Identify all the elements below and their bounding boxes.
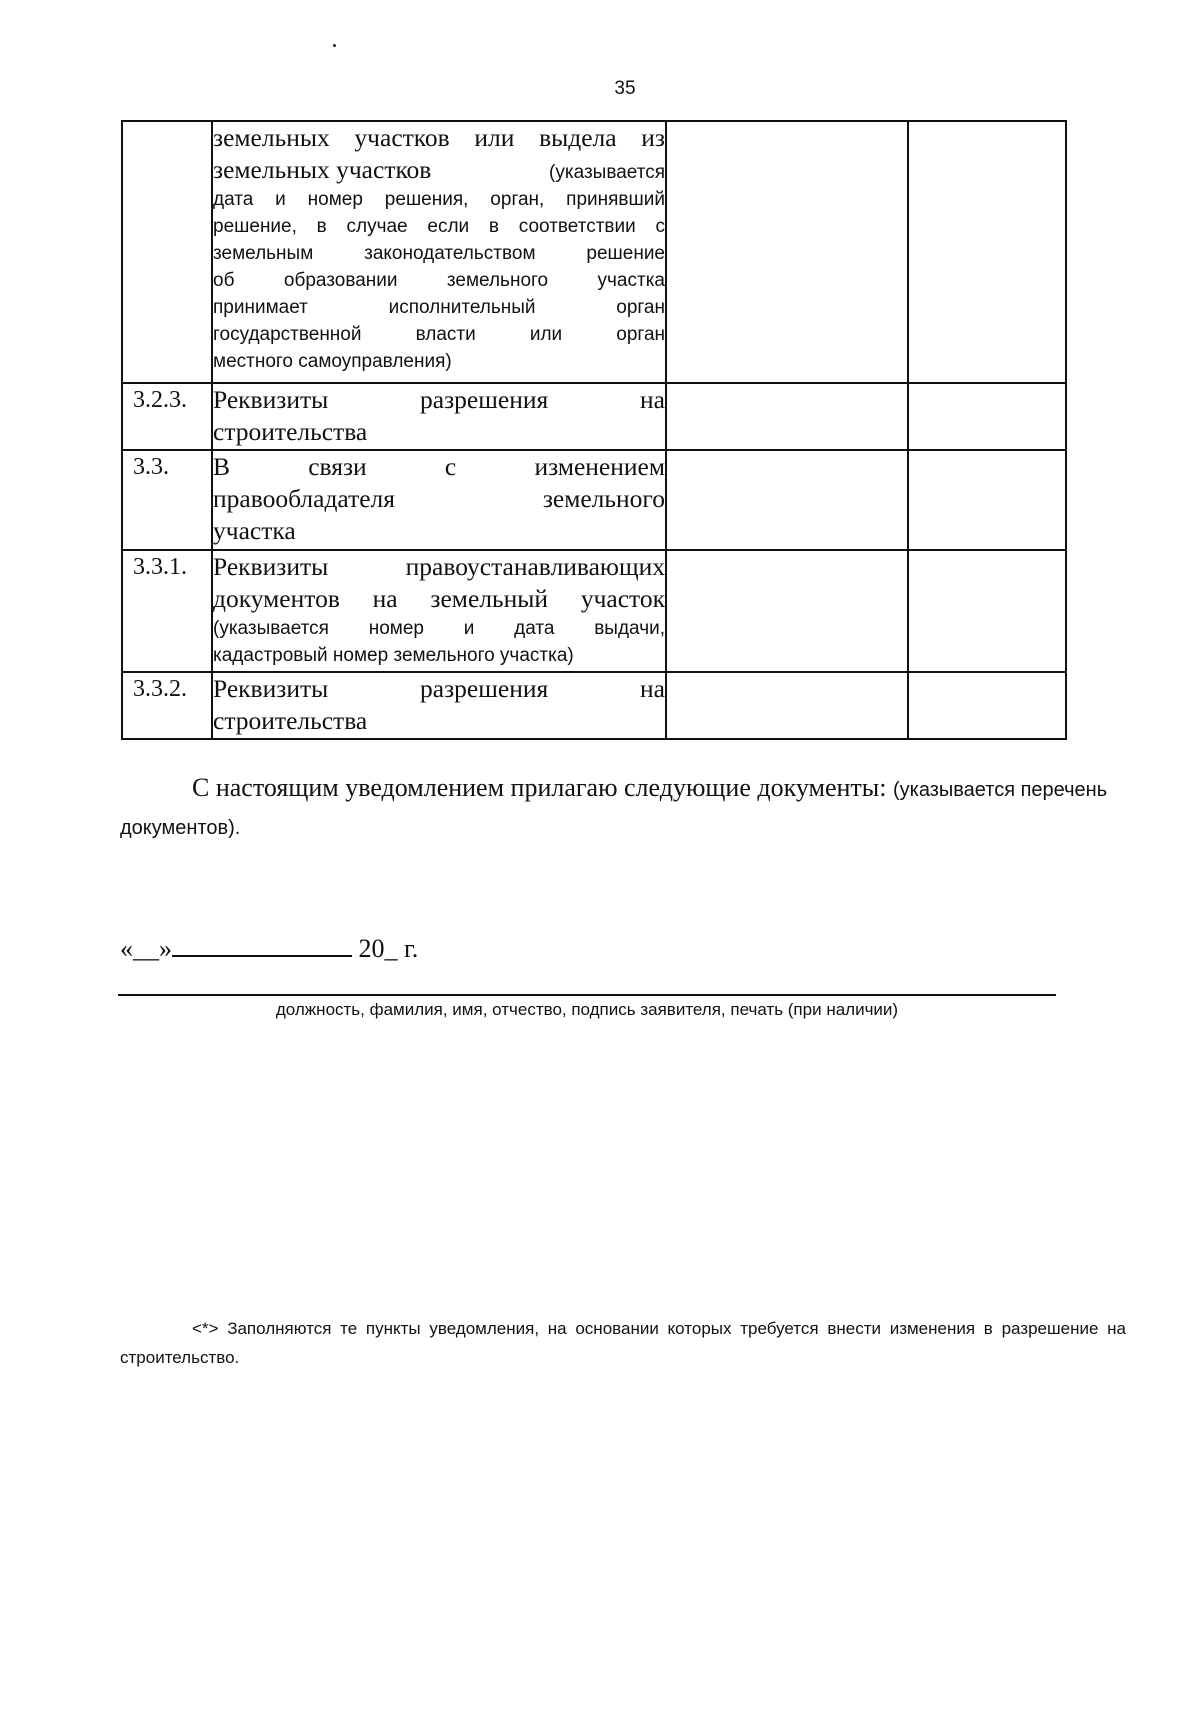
description-line: документов на земельный участок [213,584,665,613]
description-line: (указывается номер и дата выдачи, [213,618,665,639]
row-description-cell [212,550,666,672]
empty-value-cell [908,121,1066,383]
date-month-blank [172,933,352,957]
description-line: Реквизиты разрешения на [213,674,665,703]
signature-line [118,994,1056,996]
row-number-cell: 3.2.3. [122,383,212,450]
footnote: <*> Заполняются те пункты уведомления, на основании которых требуется внести изменения в разрешение на строительство. [120,1319,1126,1367]
empty-value-cell [908,550,1066,672]
description-line: Реквизиты разрешения на [213,385,665,414]
description-line: об образовании земельного участка [213,270,665,291]
date-year: 20_ г. [358,934,419,963]
signature-caption: должность, фамилия, имя, отчество, подпись заявителя, печать (при наличии) [275,1000,899,1019]
table-row [122,672,1066,739]
empty-value-cell [908,383,1066,450]
row-number-cell: 3.3.2. [122,672,212,739]
attachments-note: (указывается перечень документов). [120,779,1108,839]
empty-value-cell [666,383,908,450]
description-line: государственной власти или орган [213,324,665,345]
row-description-cell [212,450,666,550]
description-line: В связи с изменением [213,452,665,481]
description-line: строительства [213,417,368,446]
description-line: участка [213,516,296,545]
notification-table [121,120,1067,740]
row-number-cell: 3.3. [122,450,212,550]
date-day: «__» [120,934,172,963]
empty-value-cell [666,450,908,550]
description-line: Реквизиты правоустанавливающих [213,552,665,581]
attachments-text: С настоящим уведомлением прилагаю следующие документы: [192,773,887,802]
description-line: дата и номер решения, орган, принявший [213,189,665,210]
description-line: строительства [213,706,368,735]
description-line: местного самоуправления) [213,351,452,372]
description-line: решение, в случае если в соответствии с [213,216,665,237]
attachments-paragraph [120,770,1126,846]
empty-value-cell [666,121,908,383]
row-description-cell [212,121,666,383]
description-line: земельным законодательством решение [213,243,665,264]
table-row [122,550,1066,672]
table-row [122,121,1066,383]
description-line: кадастровый номер земельного участка) [213,645,574,666]
empty-value-cell [666,550,908,672]
description-line: правообладателя земельного [213,484,665,513]
empty-value-cell [666,672,908,739]
page-number: 35 [614,78,636,99]
table-row [122,450,1066,550]
row-description-cell [212,672,666,739]
row-number-cell [122,121,212,383]
row-number-cell: 3.3.1. [122,550,212,672]
description-line: земельных участков (указывается [213,155,665,184]
empty-value-cell [908,450,1066,550]
description-line: принимает исполнительный орган [213,297,665,318]
row-description-cell [212,383,666,450]
scan-speck [333,44,336,47]
description-line: земельных участков или выдела из [213,123,665,152]
table-row [122,383,1066,450]
date-line [120,933,418,964]
empty-value-cell [908,672,1066,739]
